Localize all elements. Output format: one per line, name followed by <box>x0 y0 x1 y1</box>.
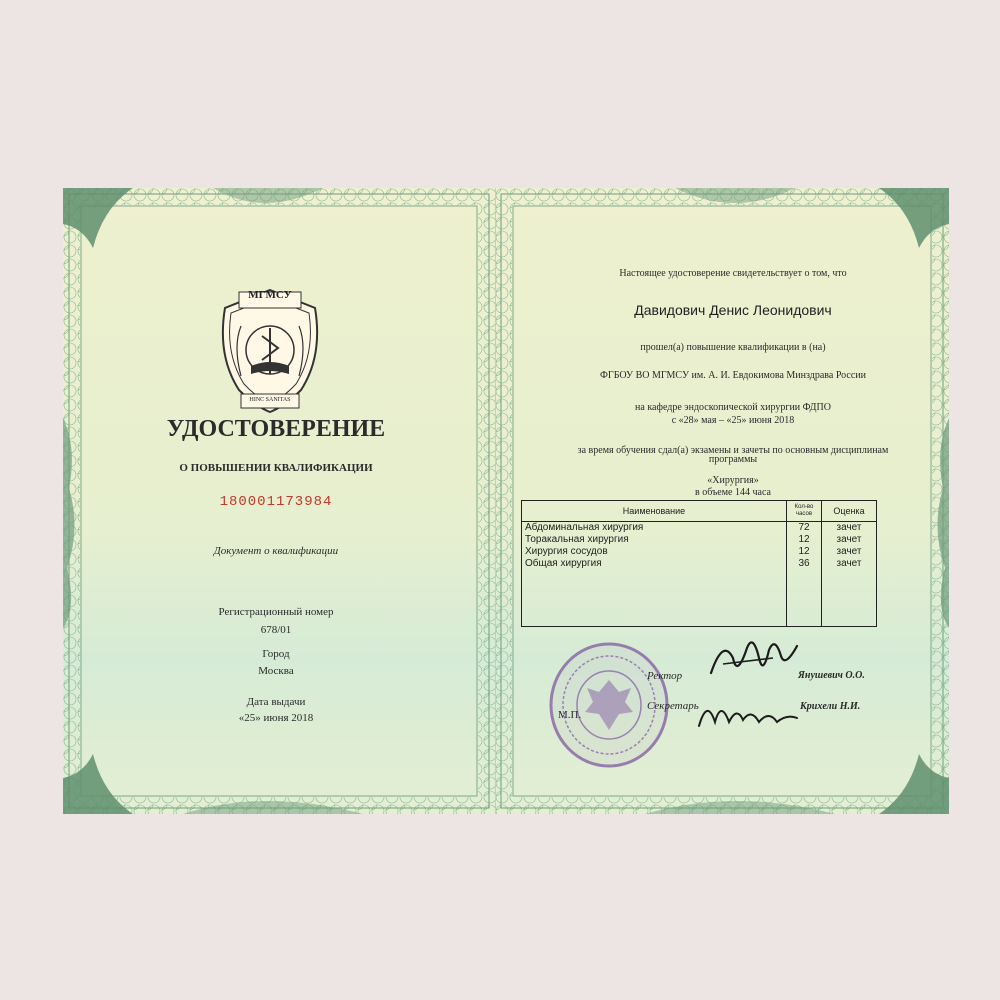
rector-signature <box>703 628 803 688</box>
issue-date-value: «25» июня 2018 <box>238 712 314 724</box>
discipline-hours: 72 <box>787 522 822 535</box>
discipline-grade: зачет <box>822 534 877 546</box>
serial-number: 180001173984 <box>219 494 333 510</box>
program-volume: в объеме 144 часа <box>695 487 771 498</box>
col-header-grade: Оценка <box>822 501 877 522</box>
document-type: Документ о квалификации <box>213 545 339 557</box>
rector-label: Ректор <box>647 670 683 682</box>
table-row <box>522 558 877 570</box>
document-subtitle: О ПОВЫШЕНИИ КВАЛИФИКАЦИИ <box>179 462 373 474</box>
table-header-row <box>522 501 877 522</box>
document-title: УДОСТОВЕРЕНИЕ <box>166 416 386 442</box>
secretary-name: Крихели Н.И. <box>800 701 861 712</box>
discipline-name: Общая хирургия <box>522 558 787 570</box>
discipline-hours: 36 <box>787 558 822 570</box>
training-period: с «28» мая – «25» июня 2018 <box>671 415 795 426</box>
secretary-signature <box>693 688 803 738</box>
emblem-bottom-text: HINC SANITAS <box>249 397 291 403</box>
col-header-name: Наименование <box>522 501 787 522</box>
discipline-name: Торакальная хирургия <box>522 534 787 546</box>
left-page <box>63 188 495 814</box>
discipline-grade: зачет <box>822 522 877 535</box>
reg-number-label: Регистрационный номер <box>218 606 334 618</box>
issue-date-label: Дата выдачи <box>246 696 306 708</box>
discipline-grade: зачет <box>822 558 877 570</box>
city-value: Москва <box>258 665 294 677</box>
table-row <box>522 546 877 558</box>
table-row <box>522 534 877 546</box>
discipline-hours: 12 <box>787 546 822 558</box>
program-name: «Хирургия» <box>707 475 759 486</box>
disciplines-table <box>521 500 877 627</box>
city-label: Город <box>262 648 290 660</box>
department-name: на кафедре эндоскопической хирургии ФДПО <box>635 402 831 413</box>
col-header-hours: Кол-во часов <box>787 501 822 522</box>
holder-name: Давидович Денис Леонидович <box>634 302 832 318</box>
discipline-name: Абдоминальная хирургия <box>522 522 787 535</box>
reg-number-value: 678/01 <box>260 624 292 636</box>
emblem-top-text: МГМСУ <box>248 289 292 301</box>
table-row <box>522 522 877 535</box>
rector-name: Янушевич О.О. <box>798 670 865 681</box>
seal-label: М.П. <box>558 709 582 721</box>
table-empty-space <box>522 570 877 627</box>
discipline-grade: зачет <box>822 546 877 558</box>
institution-name: ФГБОУ ВО МГМСУ им. А. И. Евдокимова Минздрава России <box>600 370 866 381</box>
certificate-document <box>63 188 949 814</box>
program-word: программы <box>708 454 758 465</box>
secretary-label: Секретарь <box>647 700 699 712</box>
discipline-name: Хирургия сосудов <box>522 546 787 558</box>
completed-line: прошел(а) повышение квалификации в (на) <box>640 342 826 353</box>
discipline-hours: 12 <box>787 534 822 546</box>
intro-text: Настоящее удостоверение свидетельствует о том, что <box>619 268 847 279</box>
exams-line: за время обучения сдал(а) экзамены и зачеты по основным дисциплинам <box>577 445 889 456</box>
